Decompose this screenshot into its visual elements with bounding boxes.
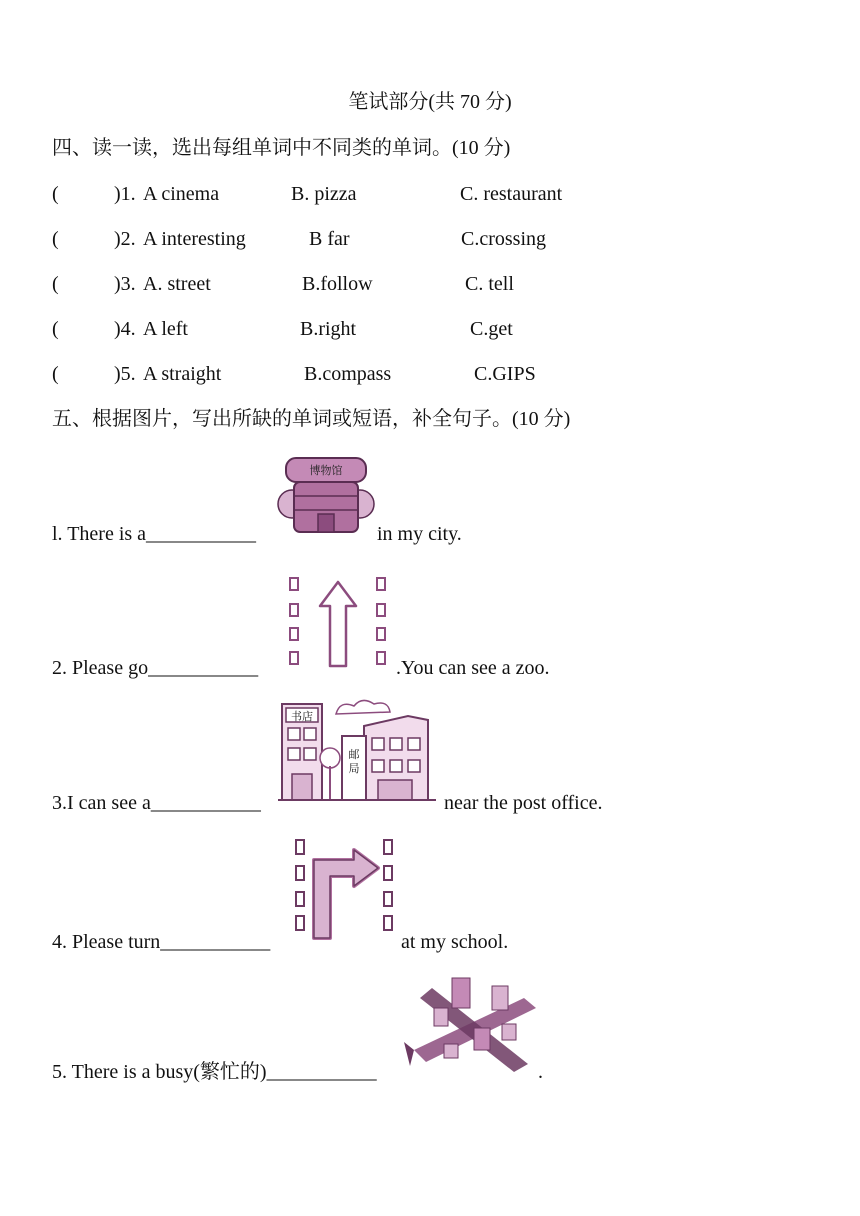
bookstore-sign: 书店 — [291, 710, 313, 723]
sentence-4-end: at my school. — [401, 931, 509, 953]
option-b: B.follow — [302, 273, 373, 295]
option-a: A interesting — [143, 228, 246, 250]
option-c: C.crossing — [461, 228, 546, 250]
option-c: C. tell — [465, 273, 514, 295]
question-number: )3. — [114, 273, 136, 295]
option-a: A left — [143, 318, 188, 340]
section-4-heading: 四、读一读，选出每组单词中不同类的单词。(10 分) — [52, 137, 511, 159]
post-office-sign: 邮局 — [348, 748, 360, 775]
museum-sign: 博物馆 — [309, 464, 343, 477]
straight-arrow-picture — [274, 566, 398, 670]
sentence-5-end: . — [538, 1061, 543, 1083]
option-c: C. restaurant — [460, 183, 563, 205]
option-c: C.get — [470, 318, 513, 340]
option-b: B.compass — [304, 363, 392, 385]
sentence-2-end: .You can see a zoo. — [396, 657, 550, 679]
sentence-2-start[interactable]: 2. Please go___________ — [52, 657, 259, 679]
sentence-1-start[interactable]: l. There is a___________ — [52, 523, 257, 545]
question-number: )4. — [114, 318, 136, 340]
answer-blank-paren[interactable]: ( — [52, 363, 59, 385]
answer-blank-paren[interactable]: ( — [52, 183, 59, 205]
answer-blank-paren[interactable]: ( — [52, 228, 59, 250]
museum-picture — [276, 452, 376, 538]
sentence-5-start[interactable]: 5. There is a busy(繁忙的)___________ — [52, 1061, 377, 1083]
sentence-3-start[interactable]: 3.I can see a___________ — [52, 792, 261, 814]
question-number: )2. — [114, 228, 136, 250]
turn-right-picture — [290, 834, 402, 942]
option-c: C.GIPS — [474, 363, 536, 385]
option-b: B far — [309, 228, 350, 250]
sentence-1-end: in my city. — [377, 523, 462, 545]
bookstore-picture — [278, 696, 438, 806]
question-number: )5. — [114, 363, 136, 385]
sentence-3-end: near the post office. — [444, 792, 603, 814]
page-title: 笔试部分(共 70 分) — [348, 91, 512, 113]
answer-blank-paren[interactable]: ( — [52, 318, 59, 340]
question-number: )1. — [114, 183, 136, 205]
crossing-picture — [404, 968, 542, 1080]
option-b: B. pizza — [291, 183, 357, 205]
answer-blank-paren[interactable]: ( — [52, 273, 59, 295]
option-a: A. street — [143, 273, 211, 295]
option-b: B.right — [300, 318, 357, 340]
option-a: A cinema — [143, 183, 220, 205]
sentence-4-start[interactable]: 4. Please turn___________ — [52, 931, 271, 953]
option-a: A straight — [143, 363, 222, 385]
section-5-heading: 五、根据图片，写出所缺的单词或短语，补全句子。(10 分) — [52, 408, 571, 430]
